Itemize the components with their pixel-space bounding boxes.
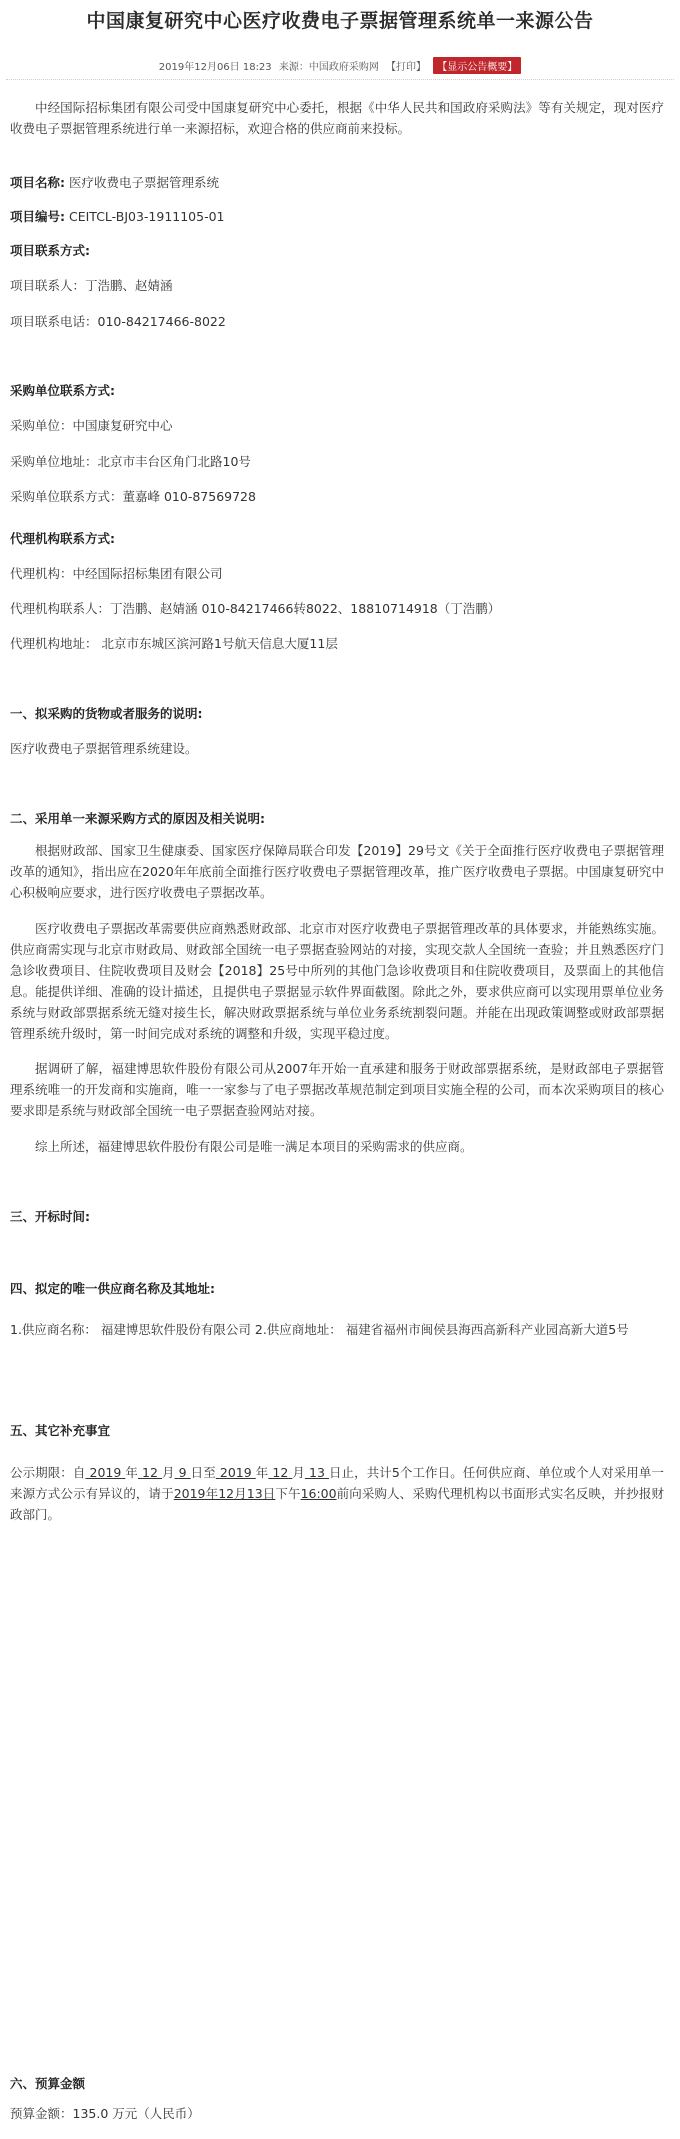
notice-period-label: 公示期限：: [10, 1465, 73, 1480]
header-divider: [6, 79, 674, 80]
agency-heading: 代理机构联系方式:: [10, 531, 115, 546]
section5-heading: 五、其它补充事宜: [10, 1423, 111, 1438]
section6-budget: [10, 2106, 664, 2122]
project-name-label: 项目名称:: [10, 175, 65, 190]
project-contact-phone: 项目联系电话：010-84217466-8022: [10, 314, 226, 329]
project-name-row: [10, 175, 664, 191]
notice-year-unit: 年: [125, 1465, 138, 1480]
notice-end-year-value: 2019: [219, 1465, 252, 1480]
section2-paragraph-4: 综上所述，福建博思软件股份有限公司是唯一满足本项目的采购需求的供应商。: [35, 1139, 473, 1154]
meta-bar: [0, 57, 680, 74]
notice-end-day-value: 13: [309, 1465, 325, 1480]
page-title: 中国康复研究中心医疗收费电子票据管理系统单一来源公告: [86, 10, 594, 32]
budget-amount-text: 预算金额：135.0 万元（人民币）: [10, 2106, 200, 2121]
notice-period-from: 自: [72, 1465, 86, 1480]
objection-deadline-date: 2019年12月13日: [173, 1486, 276, 1501]
notice-start-day: [175, 1465, 191, 1480]
purchaser-heading: 采购单位联系方式:: [10, 383, 115, 398]
agency-contact: 代理机构联系人：丁浩鹏、赵婧涵 010-84217466转8022、18810714918（丁浩鹏）: [10, 601, 501, 616]
notice-end-month-value: 12: [272, 1465, 289, 1480]
section4-heading: 四、拟定的唯一供应商名称及其地址:: [10, 1281, 215, 1296]
notice-end-year: [216, 1465, 256, 1480]
notice-start-month-value: 12: [142, 1465, 158, 1480]
intro-paragraph: 中经国际招标集团有限公司受中国康复研究中心委托，根据《中华人民共和国政府采购法》等有关规定，现对医疗收费电子票据管理系统进行单一来源招标，欢迎合格的供应商前来投标。: [10, 100, 664, 136]
section2-paragraph-1: 根据财政部、国家卫生健康委、国家医疗保障局联合印发【2019】29号文《关于全面推行医疗收费电子票据管理改革的通知》，指出应在2020年年底前全面推行医疗收费电子票据管理改革，推广医疗收费电子票据。中国康复研究中心积极响应要求，进行医疗收费电子票据改革。: [10, 843, 664, 900]
section2-heading: 二、采用单一来源采购方式的原因及相关说明:: [10, 811, 265, 826]
section1-heading: 一、拟采购的货物或者服务的说明:: [10, 706, 203, 721]
section5-body: [10, 1462, 664, 1525]
project-number-row: [10, 209, 664, 225]
section4-body: 1.供应商名称： 福建博思软件股份有限公司 2.供应商地址： 福建省福州市闽侯县海西高新科产业园高新大道5号: [10, 1322, 629, 1337]
project-number-value: CEITCL-BJ03-1911105-01: [68, 209, 225, 224]
notice-end-day: [305, 1465, 329, 1480]
project-number-label: 项目编号:: [10, 209, 65, 224]
agency-name: 代理机构：中经国际招标集团有限公司: [10, 566, 223, 581]
notice-start-year-value: 2019: [89, 1465, 122, 1480]
section2-paragraph-3: 据调研了解，福建博思软件股份有限公司从2007年开始一直承建和服务于财政部票据系统，是财政部电子票据管理系统唯一的开发商和实施商，唯一一家参与了电子票据改革规范制定到项目实施全程的公司，而本次采购项目的核心要求即是系统与财政部全国统一电子票据查验网站对接。: [10, 1061, 664, 1118]
notice-day-unit: 日至: [190, 1465, 216, 1480]
section2-paragraph-2: 医疗收费电子票据改革需要供应商熟悉财政部、北京市对医疗收费电子票据管理改革的具体要求，并能熟练实施。供应商需实现与北京市财政局、财政部全国统一电子票据查验网站的对接，实现交款人全国统一查验；并且熟悉医疗门急诊收费项目、住院收费项目及财会【2018】25号中所列的其他门急诊收费项目和住院收费项目，及票面上的其他信息。能提供详细、准确的设计描述，且提供电子票据显示软件界面截图。除此之外，要求供应商可以实现用票单位业务系统与财政部票据系统无缝对接生长，解决财政票据系统与单位业务系统割裂问题。并能在出现政策调整或财政部票据管理系统升级时，第一时间完成对系统的调整和升级，实现平稳过度。: [10, 921, 664, 1041]
source-text: 来源：中国政府采购网: [278, 62, 379, 73]
section3-heading: 三、开标时间:: [10, 1209, 90, 1224]
notice-month-unit: 月: [162, 1465, 175, 1480]
print-link[interactable]: 【打印】: [386, 62, 427, 73]
purchaser-address: 采购单位地址：北京市丰台区角门北路10号: [10, 454, 251, 469]
project-contact-person: 项目联系人：丁浩鹏、赵婧涵: [10, 278, 173, 293]
purchaser-unit: 采购单位：中国康复研究中心: [10, 418, 173, 433]
section1-body: 医疗收费电子票据管理系统建设。: [10, 741, 198, 756]
publish-date: 2019年12月06日 18:23: [158, 62, 272, 73]
notice-start-day-value: 9: [178, 1465, 187, 1480]
notice-end-month-unit: 月: [292, 1465, 305, 1480]
show-summary-button[interactable]: 【显示公告概要】: [433, 57, 521, 74]
notice-start-year: [85, 1465, 125, 1480]
agency-address: 代理机构地址： 北京市东城区滨河路1号航天信息大厦11层: [10, 636, 338, 651]
notice-end-month: [268, 1465, 292, 1480]
section6-heading-text: 六、预算金额: [10, 2076, 86, 2091]
project-contact-heading: 项目联系方式:: [10, 243, 90, 258]
project-name-value: 医疗收费电子票据管理系统: [68, 175, 219, 190]
notice-start-month: [138, 1465, 162, 1480]
objection-deadline-tail: 前向采购人、采购代理机构以书面形式实名反映，并抄报财政部门。: [10, 1486, 664, 1522]
notice-end-year-unit: 年: [255, 1465, 269, 1480]
objection-deadline-time: 16:00: [300, 1486, 337, 1501]
notice-end-text: 日止，共计5个工作日。任何供应商、单位或个人对采用单一来源方式公示有异议的，请于: [10, 1465, 664, 1501]
purchaser-contact: 采购单位联系方式：董嘉峰 010-87569728: [10, 489, 256, 504]
objection-deadline-mid: 下午: [275, 1486, 301, 1501]
section6-heading: [10, 2076, 664, 2092]
